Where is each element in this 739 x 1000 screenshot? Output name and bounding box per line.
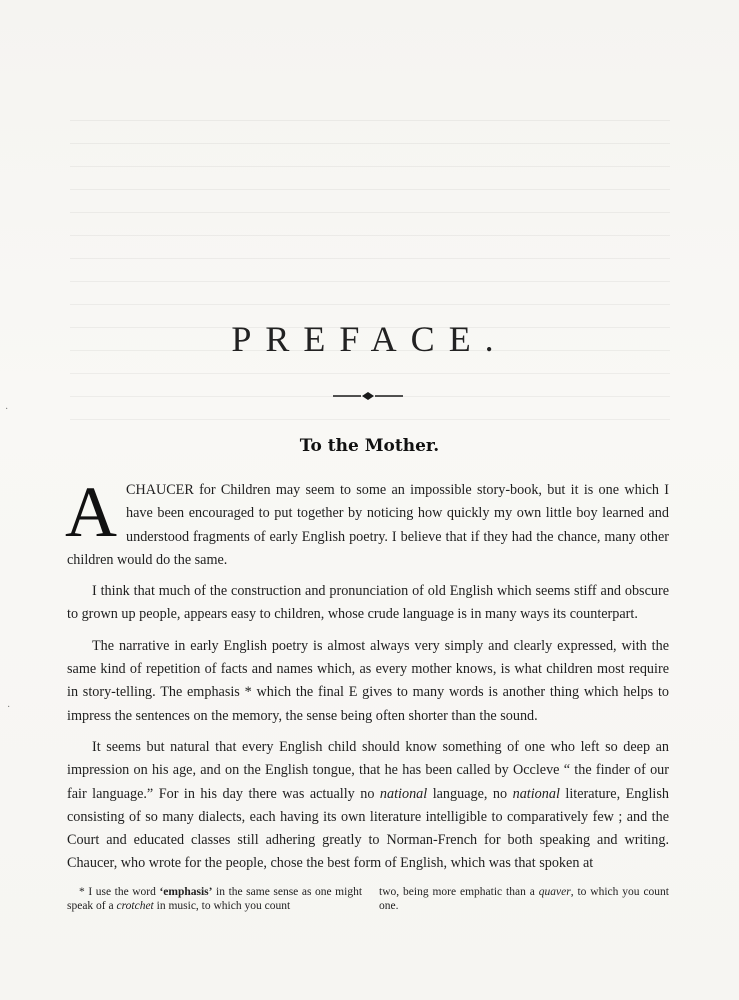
paragraph-4: It seems but natural that every English child should know something of one who left so deep an impression on his age, and on the English tongue, that he has been called by Occleve “ the finder of our fair language.” For in his day there was actually no national language, no national literature, English consisting of so many dialects, each having its own literature intelligible to comparatively few ; and the Court and educated classes still adhering greatly to Norman-French for both speaking and writing. Chaucer, who wrote for the people, chose the best form of English, which was that spoken at <box>67 738 669 872</box>
footnote-marker: * <box>239 684 257 701</box>
footnote-right-column: two, being more emphatic than a quaver, to which you count one. <box>379 886 669 912</box>
footnote-left-column: * I use the word ‘emphasis’ in the same sense as one might speak of a crotchet in music, to which you count <box>67 886 363 912</box>
drop-cap: A <box>65 472 117 552</box>
margin-speck: · <box>7 702 11 713</box>
paragraph-2: I think that much of the construction and pronunciation of old English which seems stiff and obscure to grown up people, appears easy to children, whose crude language is in many ways its counterpart. <box>67 583 669 623</box>
paragraph-3: The narrative in early English poetry is almost always very simply and clearly expressed, with the same kind of repetition of facts and names which, as every mother knows, is what children most require in story-telling. The emphasis * which the final E gives to many words is another thing which helps to impress the sentences on the memory, the sense being often shorter than the sound. <box>67 637 670 724</box>
margin-speck: · <box>5 404 9 415</box>
body-text <box>65 472 670 884</box>
footnote <box>67 885 669 913</box>
ornament-divider-icon <box>333 388 403 404</box>
section-subtitle: To the Mother. <box>299 436 440 456</box>
paragraph-1: ACHAUCER for Children may seem to some an impossible story-book, but it is one which I have been encouraged to put together by noticing how quickly my own little boy learned and understood fragments of early English poetry. I believe that if they had the chance, many other children would do the same. <box>65 472 669 568</box>
page-title: PREFACE. <box>231 319 508 359</box>
